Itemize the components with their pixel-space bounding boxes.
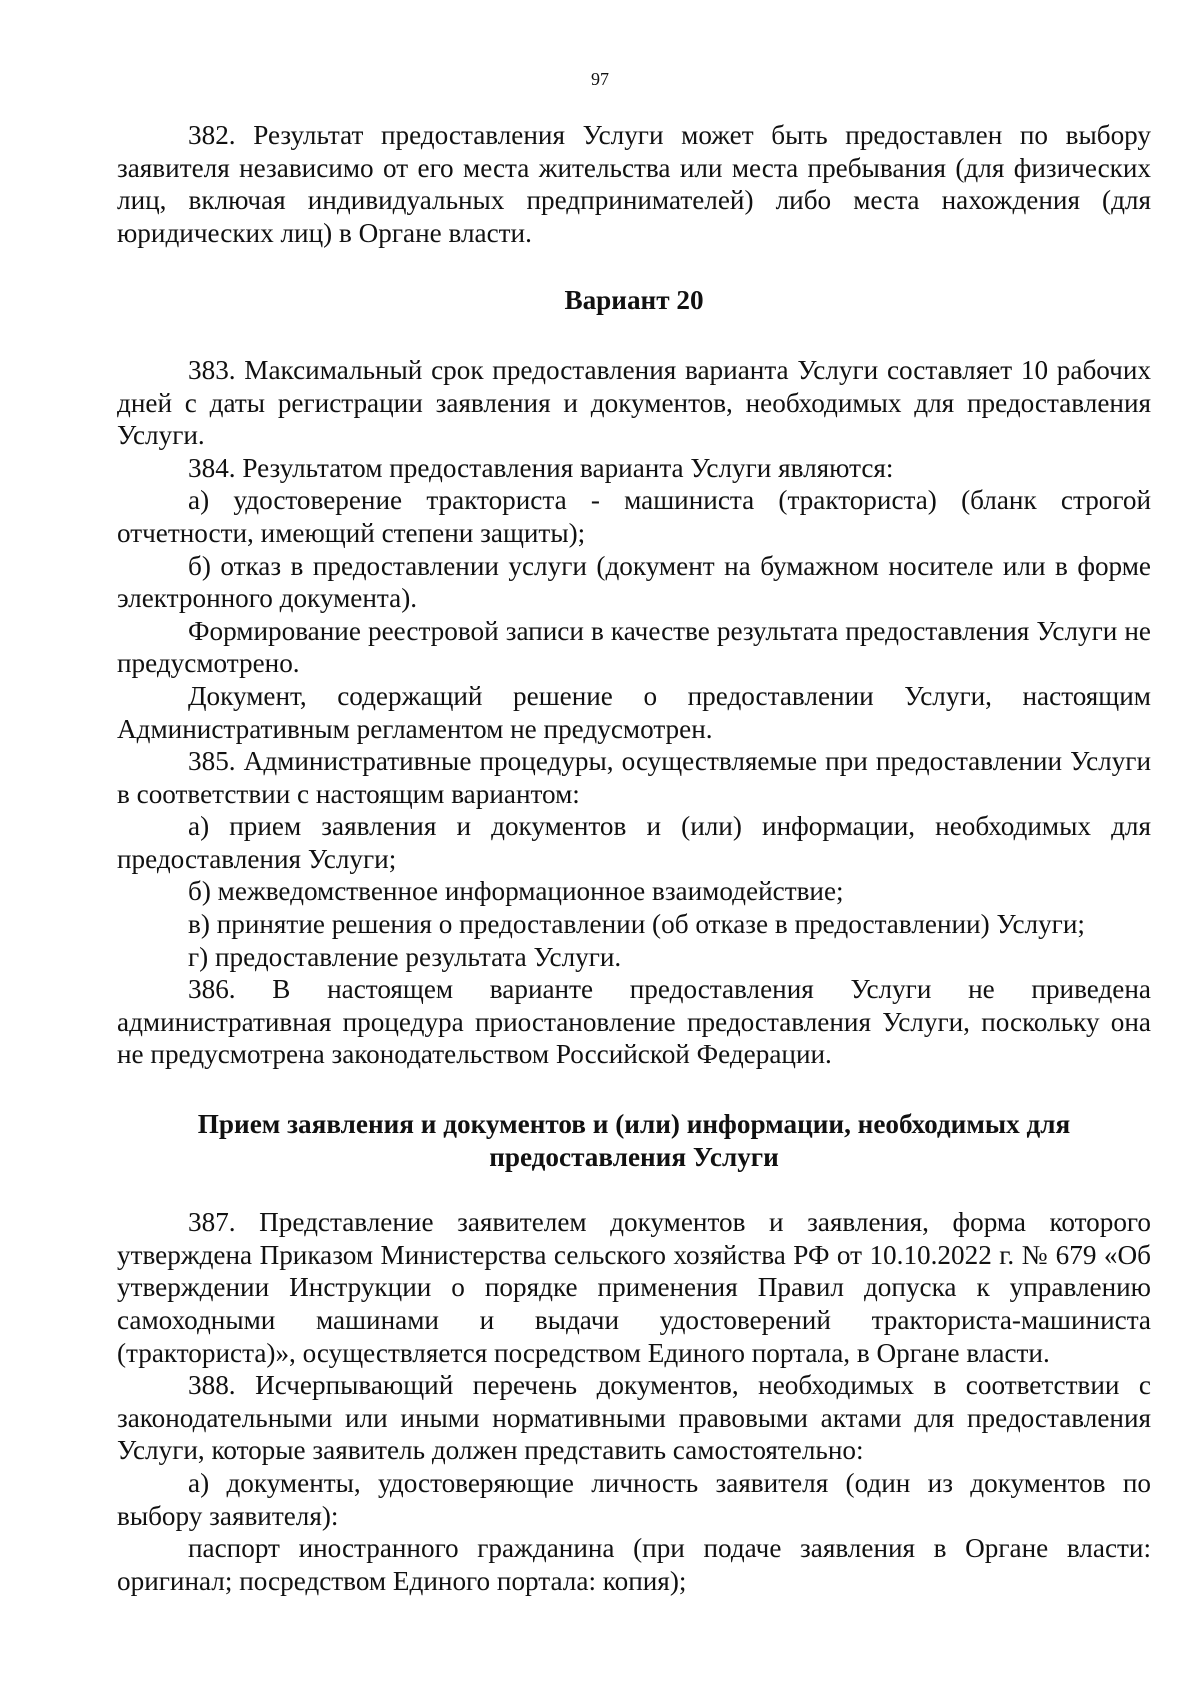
paragraph-388-a: а) документы, удостоверяющие личность заявителя (один из документов по выбору заявителя): (117, 1467, 1151, 1531)
paragraph-385: 385. Административные процедуры, осуществляемые при предоставлении Услуги в соответствии с настоящим вариантом: (117, 746, 1151, 809)
paragraph-decision-document: Документ, содержащий решение о предоставлении Услуги, настоящим Административным регламентом не предусмотрен. (117, 680, 1151, 744)
paragraph-386: 386. В настоящем варианте предоставления Услуги не приведена административная процедура приостановление предоставления Услуги, поскольку она не предусмотрена законодательством Российской Федерации. (117, 974, 1151, 1070)
paragraph-388: 388. Исчерпывающий перечень документов, необходимых в соответствии с законодательными или иными нормативными правовыми актами для предоставления Услуги, которые заявитель должен представить самостоятельно: (117, 1370, 1151, 1466)
paragraph-384: 384. Результатом предоставления варианта Услуги являются: (188, 452, 894, 483)
paragraph-385-g: г) предоставление результата Услуги. (188, 941, 622, 972)
section-heading-variant-20: Вариант 20 (564, 285, 704, 316)
paragraph-384-a: а) удостоверение тракториста - машиниста (тракториста) (бланк строгой отчетности, имеющий степени защиты); (117, 485, 1151, 548)
paragraph-385-a: а) прием заявления и документов и (или) информации, необходимых для предоставления Услуги; (117, 811, 1151, 874)
section-heading-application-intake: Прием заявления и документов и (или) информации, необходимых для предоставления Услуги (197, 1109, 1071, 1172)
paragraph-385-v: в) принятие решения о предоставлении (об отказе в предоставлении) Услуги; (188, 909, 1085, 940)
paragraph-382: 382. Результат предоставления Услуги может быть предоставлен по выбору заявителя независимо от его места жительства или места пребывания (для физических лиц, включая индивидуальных предпринимателей) либо места нахождения (для юридических лиц) в Органе власти. (117, 120, 1151, 248)
paragraph-registry-record: Формирование реестровой записи в качестве результата предоставления Услуги не предусмотрено. (117, 615, 1151, 679)
paragraph-387: 387. Представление заявителем документов и заявления, форма которого утверждена Приказом Министерства сельского хозяйства РФ от 10.10.2022 г. № 679 «Об утверждении Инструкции о порядке применения Правил допуска к управлению самоходными машинами и выдачи удостоверений тракториста-машиниста (тракториста)», осуществляется посредством Единого портала, в Органе власти. (117, 1207, 1151, 1368)
paragraph-385-b: б) межведомственное информационное взаимодействие; (188, 876, 844, 907)
page-number: 97 (591, 69, 609, 89)
paragraph-passport: паспорт иностранного гражданина (при подаче заявления в Органе власти: оригинал; посредством Единого портала: копия); (117, 1533, 1151, 1596)
document-body (117, 119, 1151, 1597)
paragraph-384-b: б) отказ в предоставлении услуги (документ на бумажном носителе или в форме электронного документа). (117, 550, 1151, 614)
paragraph-383: 383. Максимальный срок предоставления варианта Услуги составляет 10 рабочих дней с даты регистрации заявления и документов, необходимых для предоставления Услуги. (117, 354, 1151, 451)
